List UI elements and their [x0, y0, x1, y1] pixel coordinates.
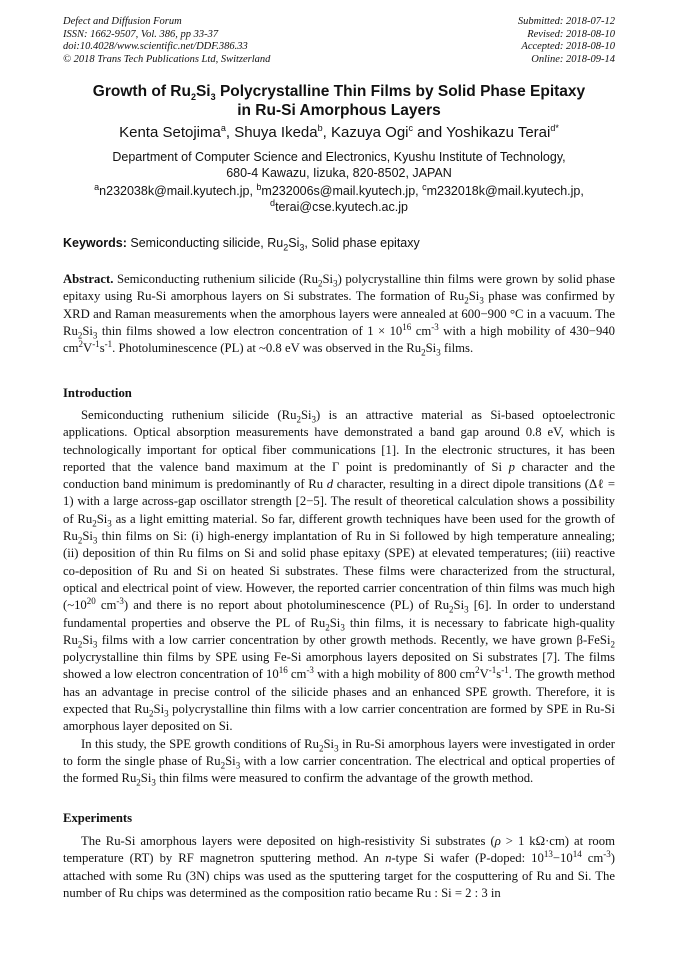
email-line-2: $^d$terai@cse.kyutech.ac.jp [270, 197, 408, 214]
author: Shuya Ikeda$^b$, [234, 123, 331, 141]
title-line-2: in Ru-Si Amorphous Layers [237, 102, 441, 119]
abstract-label: Abstract. [63, 272, 114, 286]
author: Yoshikazu Terai$^{d*}$ [446, 123, 559, 141]
email-link[interactable]: terai@cse.kyutech.ac.jp [275, 199, 408, 214]
email-line-1: $^a$n232038k@mail.kyutech.jp, $^b$m232006s@mail.kyutech.jp, $^c$m232018k@mail.kyutech.jp, [94, 181, 584, 198]
abstract: Abstract. Semiconducting ruthenium silicide $(Ru_2Si_3)$ polycrystalline thin films were grown by solid phase epitaxy using Ru-Si amorphous layers on Si substrates. The formation of $Ru_2Si_3$ phase was confirmed by XRD and Raman measurements when the amorphous layers were annealed at 600−900 °C in a vacuum. The $Ru_2Si_3$ thin films showed a low electron concentration of $1 \times 10^{16}$ $cm^{-3}$ with a high mobility of 430−940 $cm^2V^{-1}s^{-1}$. Photoluminescence (PL) at ~0.8 eV was observed in the $Ru_2Si_3$ films. [63, 272, 615, 358]
journal-name: Defect and Diffusion Forum [63, 16, 182, 27]
experiments-paragraph-1: The Ru-Si amorphous layers were deposited on high-resistivity Si substrates (ρ > 1 kΩ·cm) at room temperature (RT) by RF magnetron sputtering method. An n-type Si wafer (P-doped: $10^{13}-10^{14}$ $cm^{-3}$) attached with some Ru (3N) chips was used as the sputtering target for the cosputtering of Ru and Si. The number of Ru chips was determined as the composition ratio became Ru : Si = 2 : 3 in [63, 834, 615, 900]
author: Kenta Setojima$^a$, [119, 123, 235, 141]
affiliation [63, 150, 615, 181]
revised-date: Revised: 2018-08-10 [527, 28, 615, 40]
affiliation-line-2: 680-4 Kawazu, Iizuka, 820-8502, JAPAN [226, 165, 452, 180]
introduction-heading: Introduction [63, 386, 132, 400]
paper-title [63, 82, 615, 120]
experiments-heading: Experiments [63, 811, 133, 825]
accepted-date: Accepted: 2018-08-10 [521, 41, 615, 52]
email-link[interactable]: m232018k@mail.kyutech.jp, [426, 184, 584, 198]
author-list [63, 124, 615, 142]
email-link[interactable]: m232006s@mail.kyutech.jp, [261, 184, 423, 198]
introduction-body [63, 407, 615, 788]
issn: ISSN: 1662-9507, Vol. 386, pp 33-37 [63, 28, 219, 40]
submitted-date: Submitted: 2018-07-12 [517, 16, 615, 27]
email-link[interactable]: n232038k@mail.kyutech.jp, [99, 184, 257, 198]
publication-dates [518, 16, 615, 66]
copyright: © 2018 Trans Tech Publications Ltd, Switzerland [63, 53, 271, 65]
author-emails [63, 181, 615, 215]
keywords-label: Keywords: [63, 236, 127, 250]
doi: doi:10.4028/www.scientific.net/DDF.386.33 [63, 41, 248, 52]
introduction-paragraph-1: Semiconducting ruthenium silicide $(Ru_2Si_3)$ is an attractive material as Si-based optoelectronic applications. Optical absorption measurements have demonstrated a band gap around 0.8 eV, which is technologically important for optical fiber communications [1]. In the electronic structures, it has been reported that the valence band maximum at the Γ point is predominantly of Si p character and the conduction band minimum is predominantly of Ru d character, resulting in a direct dipole transitions (Δℓ = 1) with a large across-gap oscillator strength [2−5]. The result of theoretical calculation shows a possibility of $Ru_2Si_3$ as a light emitting material. So far, different growth techniques have been used for the growth of $Ru_2Si_3$ thin films on Si: (i) high-energy implantation of Ru in Si followed by high temperature annealing; (ii) deposition of thin Ru films on Si and solid phase epitaxy (SPE) at elevated temperatures; (iii) reactive co-deposition of Ru and Si on heated Si substrates. These films were characterized from the structural, optical and electrical point of view. However, the reported carrier concentration of thin films was much high ($\sim 10^{20}$ $cm^{-3}$) and there is no report about photoluminescence (PL) of $Ru_2Si_3$ [6]. In order to understand fundamental properties and observe the PL of $Ru_2Si_3$ thin films, it is necessary to fabricate high-quality $Ru_2Si_3$ films with a low carrier concentration by other growth methods. Recently, we have grown β-FeSi$_2$ polycrystalline thin films by SPE using Fe-Si amorphous layers deposited on Si substrates [7]. The films showed a low electron concentration of $10^{16}$ $cm^{-3}$ with a high mobility of 800 $cm^2V^{-1}s^{-1}$. The growth method has an advantage in precise control of the silicide phases and an enhanced SPE growth. Therefore, it is expected that $Ru_2Si_3$ polycrystalline thin films with a low carrier concentration are formed by SPE in Ru-Si amorphous layer deposited on Si. [63, 408, 616, 734]
title-line-1: Growth of $Ru_2Si_3$ Polycrystalline Thin Films by Solid Phase Epitaxy [92, 83, 586, 103]
journal-info [63, 16, 270, 66]
introduction-paragraph-2: In this study, the SPE growth conditions of $Ru_2Si_3$ in Ru-Si amorphous layers were investigated in order to form the single phase of $Ru_2Si_3$ with a low carrier concentration. The electrical and optical properties of the formed $Ru_2Si_3$ thin films were measured to confirm the advantage of the growth method. [63, 736, 615, 788]
affiliation-line-1: Department of Computer Science and Electronics, Kyushu Institute of Technology, [112, 150, 566, 164]
experiments-body [63, 833, 615, 902]
keywords: Keywords: Semiconducting silicide, $Ru_2Si_3$, Solid phase epitaxy [63, 236, 420, 253]
online-date: Online: 2018-09-14 [531, 53, 615, 65]
author: Kazuya Ogi$^c$ and [330, 123, 447, 141]
